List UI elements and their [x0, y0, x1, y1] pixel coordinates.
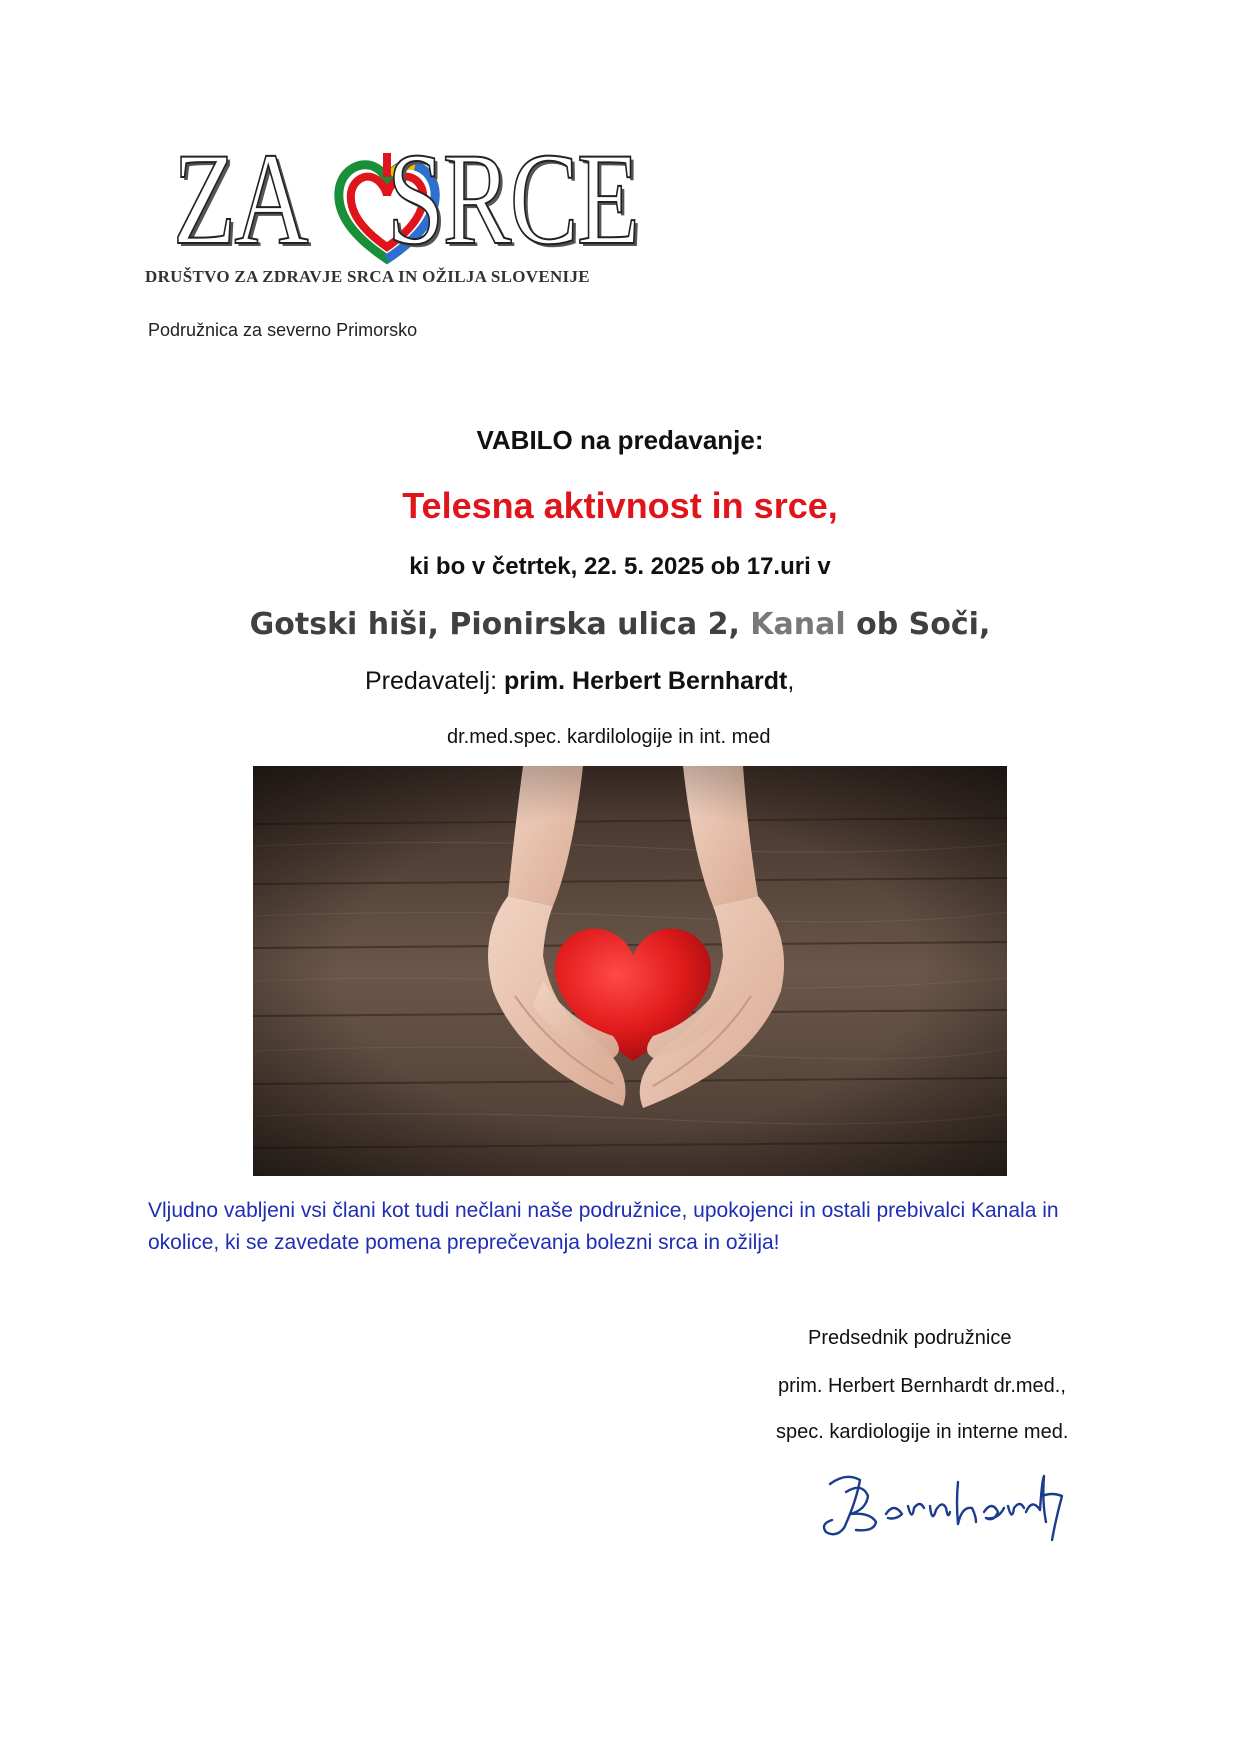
location-line	[0, 607, 1240, 642]
branch-name: Podružnica za severno Primorsko	[148, 320, 418, 340]
president-name: prim. Herbert Bernhardt dr.med.,	[778, 1375, 1066, 1397]
heart-hands-image	[253, 766, 1007, 1176]
logo-word-za: ZA	[173, 125, 308, 272]
heart-hands-photo	[253, 766, 1007, 1176]
invitation-heading: VABILO na predavanje:	[476, 425, 764, 455]
president-title: Predsednik podružnice	[808, 1327, 1012, 1349]
location-part-town: Kanal	[750, 607, 846, 642]
lecturer-title: dr.med.spec. kardilologije in int. med	[447, 726, 771, 748]
lecturer-name: prim. Herbert Bernhardt	[503, 667, 788, 695]
logo-word-srce: SRCE	[387, 125, 639, 272]
organization-logo	[145, 125, 655, 310]
location-part-1: Gotski hiši, Pionirska ulica 2,	[249, 607, 751, 642]
president-signature	[816, 1462, 1066, 1542]
date-time-line: ki bo v četrtek, 22. 5. 2025 ob 17.uri v	[409, 553, 831, 580]
lecturer-label: Predavatelj:	[365, 667, 504, 695]
logo-subtitle: DRUŠTVO ZA ZDRAVJE SRCA IN OŽILJA SLOVENIJE	[145, 267, 590, 286]
president-specialty: spec. kardiologije in interne med.	[776, 1421, 1069, 1443]
lecture-title: Telesna aktivnost in srce,	[402, 485, 838, 526]
invitation-text: Vljudno vabljeni vsi člani kot tudi nečlani naše podružnice, upokojenci in ostali prebivalci Kanala in okolice, ki se zavedate pomena preprečevanja bolezni srca in ožilja!	[148, 1199, 1059, 1254]
location-part-3: ob Soči,	[845, 607, 991, 642]
lecturer-suffix: ,	[787, 667, 795, 695]
lecturer-line	[365, 667, 794, 696]
